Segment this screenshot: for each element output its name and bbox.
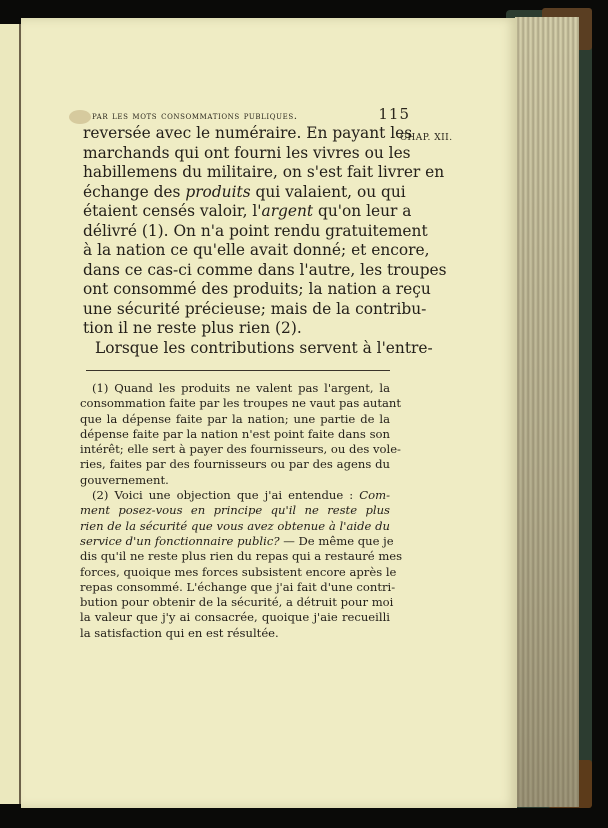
text-run: ont consommé des produits; la nation a reçu bbox=[83, 280, 431, 298]
text-run: tion il ne reste plus rien (2). bbox=[83, 319, 302, 337]
text-run: gouvernement. bbox=[80, 472, 169, 487]
text-run: à la nation ce qu'elle avait donné; et encore, bbox=[83, 241, 430, 259]
body-line bbox=[83, 202, 412, 222]
italic-text: service d'un fonctionnaire public? bbox=[80, 533, 280, 548]
text-run: repas consommé. L'échange que j'ai fait d'une contri- bbox=[80, 579, 396, 594]
footnote-line bbox=[80, 488, 390, 503]
body-line bbox=[83, 241, 430, 261]
text-run: dépense faite par la nation n'est point faite dans son bbox=[80, 426, 390, 441]
footnote bbox=[80, 488, 403, 641]
footnote-separator-rule bbox=[86, 370, 390, 371]
page-number: 115 bbox=[378, 105, 410, 123]
text-run: échange des bbox=[83, 182, 186, 201]
text-run: (2) Voici une objection que j'ai entendue : bbox=[92, 488, 360, 503]
text-run: qu'on leur a bbox=[313, 202, 412, 220]
text-run: consommation faite par les troupes ne vaut pas autant bbox=[80, 396, 402, 411]
text-run: (1) Quand les produits ne valent pas l'argent, la bbox=[92, 381, 390, 395]
page-fore-edge-shade bbox=[515, 17, 579, 807]
text-run: dis qu'il ne reste plus rien du repas qui a restauré mes bbox=[80, 549, 403, 564]
text-run: que la dépense faite par la nation; une partie de la bbox=[80, 411, 390, 426]
text-run: forces, quoique mes forces subsistent encore après le bbox=[80, 564, 397, 579]
footnote-line bbox=[80, 381, 390, 396]
body-line bbox=[83, 124, 413, 144]
footnotes bbox=[80, 381, 403, 641]
body-line bbox=[83, 280, 431, 300]
footnote bbox=[80, 381, 402, 488]
footnote-line bbox=[80, 610, 390, 625]
footnote-line bbox=[80, 595, 394, 610]
italic-text: argent bbox=[261, 202, 314, 220]
text-run: marchands qui ont fourni les vivres ou les bbox=[83, 143, 411, 162]
footnote-line bbox=[80, 533, 394, 549]
footnote-line bbox=[80, 519, 390, 534]
footnote-line bbox=[80, 579, 396, 595]
footnote-line bbox=[80, 442, 401, 457]
italic-text: ment posez-vous en principe qu'il ne reste plus bbox=[80, 503, 390, 518]
text-run: dans ce cas-ci comme dans l'autre, les troupes bbox=[83, 260, 447, 279]
running-head-title: par les mots consommations publiques. bbox=[92, 110, 298, 122]
text-run: reversée avec le numéraire. En payant les bbox=[83, 124, 413, 142]
footnote-line bbox=[80, 412, 390, 427]
text-run: intérêt; elle sert à payer des fournisseurs, ou des vole- bbox=[80, 442, 401, 457]
footnote-line bbox=[80, 626, 390, 641]
italic-text: Com- bbox=[359, 488, 390, 503]
footnote-line bbox=[80, 564, 397, 580]
body-line bbox=[83, 221, 428, 242]
body-line bbox=[83, 319, 393, 339]
text-run: la satisfaction qui en est résultée. bbox=[80, 625, 279, 640]
paper-stain bbox=[69, 110, 91, 124]
text-run: délivré (1). On n'a point rendu gratuitement bbox=[83, 221, 428, 240]
text-run: une sécurité précieuse; mais de la contribu- bbox=[83, 299, 427, 318]
footnote-line bbox=[80, 396, 402, 411]
chapter-margin-note: CHAP. XII. bbox=[400, 133, 453, 143]
footnote-line bbox=[80, 503, 390, 518]
text-run: étaient censés valoir, l' bbox=[83, 202, 262, 220]
italic-text: produits bbox=[185, 182, 251, 201]
body-line bbox=[83, 299, 427, 320]
text-run: qui valaient, ou qui bbox=[250, 182, 406, 201]
footnote-line bbox=[80, 549, 403, 564]
body-line bbox=[83, 338, 433, 359]
text-run: la valeur que j'y ai consacrée, quoique j'aie recueilli bbox=[80, 610, 390, 625]
left-page-edge bbox=[0, 24, 21, 804]
text-run: bution pour obtenir de la sécurité, a détruit pour moi bbox=[80, 595, 394, 610]
text-run: — De même que je bbox=[279, 533, 394, 548]
body-line bbox=[83, 182, 406, 203]
body-line bbox=[83, 143, 411, 164]
text-run: ries, faites par des fournisseurs ou par des agens du bbox=[80, 457, 390, 472]
text-run: Lorsque les contributions servent à l'entre- bbox=[95, 338, 433, 357]
running-head bbox=[92, 105, 410, 123]
body-line bbox=[83, 260, 447, 281]
body-line bbox=[83, 163, 445, 183]
footnote-line bbox=[80, 427, 390, 442]
text-run: habillemens du militaire, on s'est fait livrer en bbox=[83, 163, 445, 181]
footnote-line bbox=[80, 457, 390, 472]
footnote-line bbox=[80, 473, 390, 488]
italic-text: rien de la sécurité que vous avez obtenue à l'aide du bbox=[80, 518, 390, 533]
